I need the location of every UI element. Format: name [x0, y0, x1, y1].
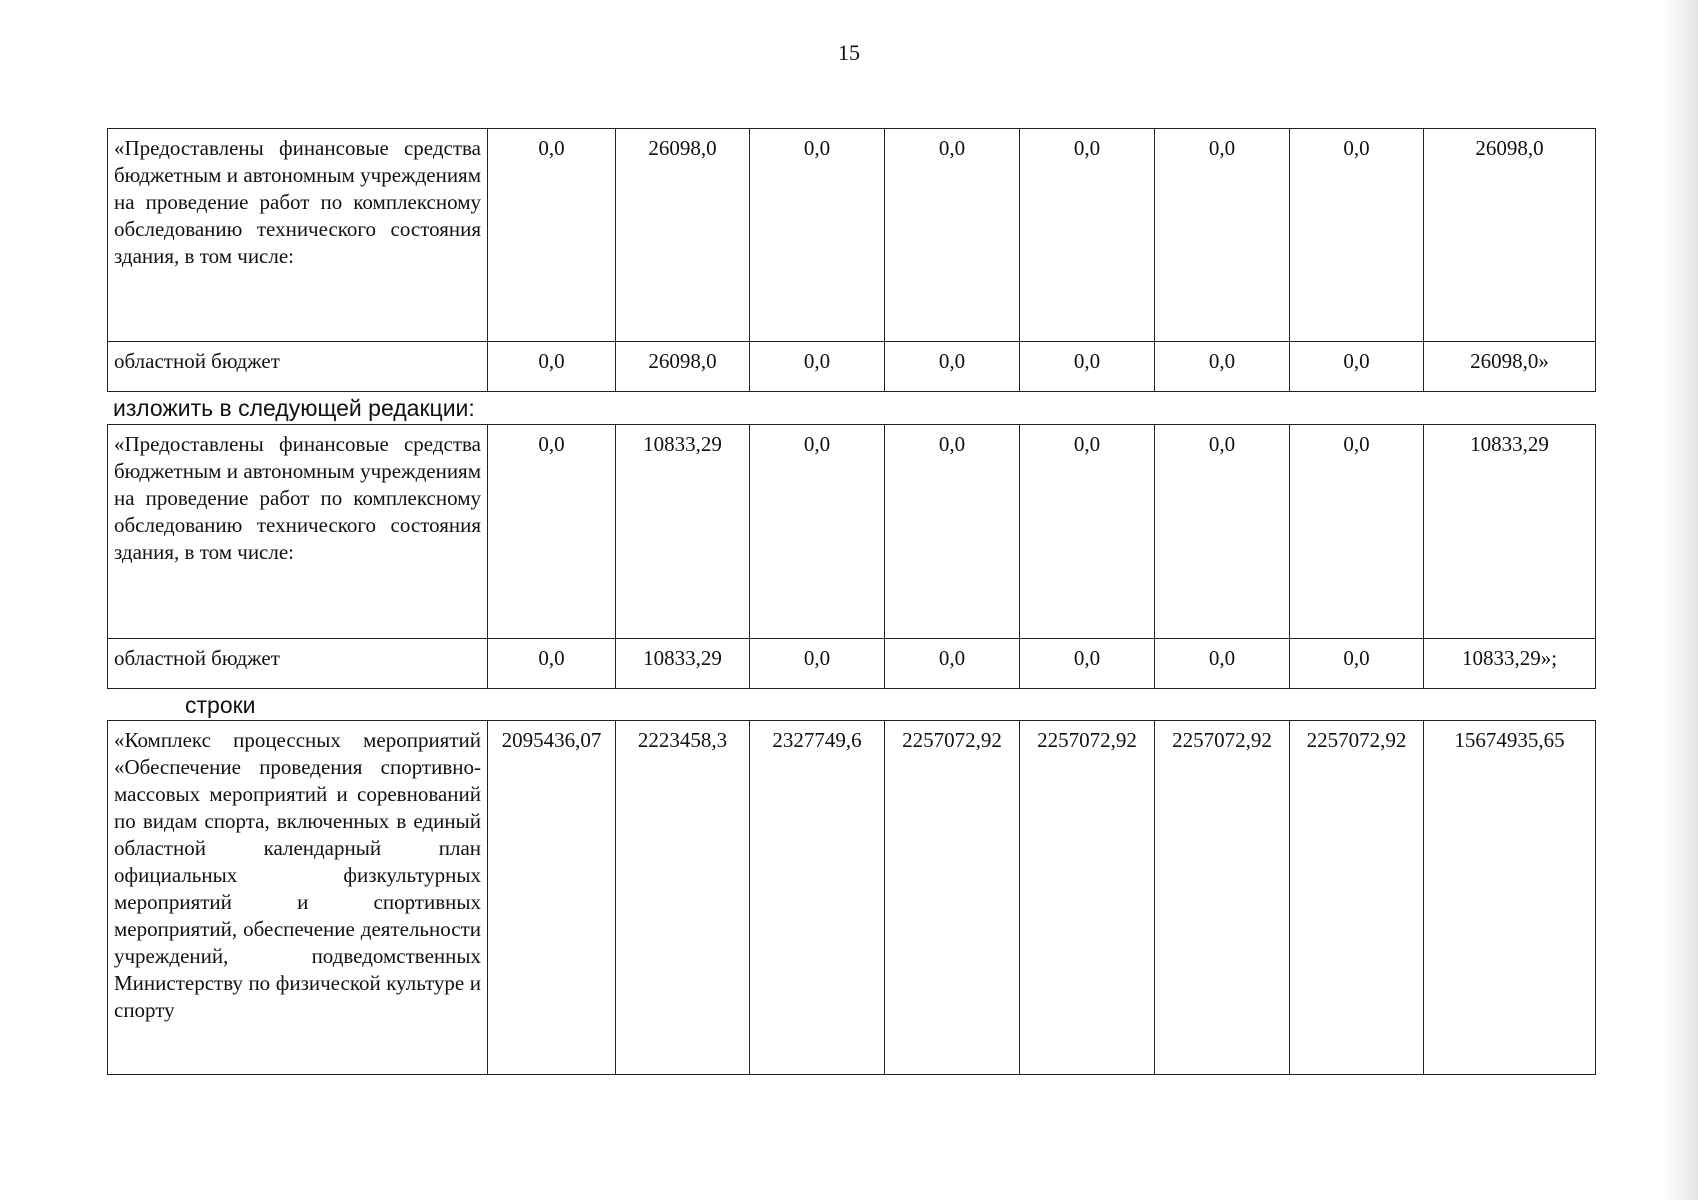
cell-value: 0,0 — [750, 425, 885, 639]
instruction-text: изложить в следующей редакции: — [113, 395, 475, 421]
cell-value: 2327749,6 — [750, 721, 885, 1075]
row-label: «Предоставлены финансовые средства бюджетным и автономным учреждениям на проведение работ по комплексному обследованию технического состояния здания, в том числе: — [108, 129, 488, 342]
cell-value: 0,0 — [1290, 129, 1424, 342]
cell-value: 0,0 — [488, 425, 616, 639]
cell-value: 0,0 — [1290, 342, 1424, 392]
instruction-text: строки — [185, 692, 256, 718]
cell-value: 10833,29 — [616, 639, 750, 689]
table-row — [108, 721, 1596, 1075]
cell-value: 2257072,92 — [1155, 721, 1290, 1075]
cell-value: 26098,0 — [616, 129, 750, 342]
table-row — [108, 342, 1596, 392]
table-row — [108, 639, 1596, 689]
scan-edge-shadow — [1662, 0, 1698, 1200]
cell-total: 26098,0» — [1424, 342, 1596, 392]
cell-value: 0,0 — [1020, 425, 1155, 639]
cell-value: 0,0 — [750, 342, 885, 392]
cell-value: 0,0 — [750, 129, 885, 342]
cell-value: 2095436,07 — [488, 721, 616, 1075]
cell-value: 0,0 — [750, 639, 885, 689]
cell-value: 0,0 — [488, 639, 616, 689]
table-row — [108, 129, 1596, 342]
cell-value: 0,0 — [885, 129, 1020, 342]
cell-value: 0,0 — [488, 342, 616, 392]
row-label: областной бюджет — [108, 342, 488, 392]
cell-value: 0,0 — [885, 639, 1020, 689]
cell-value: 10833,29 — [616, 425, 750, 639]
cell-value: 2223458,3 — [616, 721, 750, 1075]
cell-value: 0,0 — [488, 129, 616, 342]
cell-value: 0,0 — [1020, 639, 1155, 689]
row-label: «Предоставлены финансовые средства бюджетным и автономным учреждениям на проведение работ по комплексному обследованию технического состояния здания, в том числе: — [108, 425, 488, 639]
cell-value: 2257072,92 — [885, 721, 1020, 1075]
cell-value: 0,0 — [1155, 129, 1290, 342]
cell-value: 26098,0 — [616, 342, 750, 392]
cell-value: 0,0 — [1290, 639, 1424, 689]
table-new-rows — [107, 424, 1596, 689]
cell-total: 10833,29 — [1424, 425, 1596, 639]
page-number: 15 — [838, 40, 860, 65]
table-original-rows — [107, 128, 1596, 392]
cell-total: 15674935,65 — [1424, 721, 1596, 1075]
cell-value: 0,0 — [1020, 129, 1155, 342]
cell-value: 2257072,92 — [1020, 721, 1155, 1075]
row-label: «Комплекс процессных мероприятий «Обеспечение проведения спортивно-массовых мероприятий и соревнований по видам спорта, включенных в единый областной календарный план официальных физкультурных мероприятий и спортивных мероприятий, обеспечение деятельности учреждений, подведомственных Министерству по физической культуре и спорту — [108, 721, 488, 1075]
row-label: областной бюджет — [108, 639, 488, 689]
cell-value: 0,0 — [1290, 425, 1424, 639]
cell-total: 10833,29»; — [1424, 639, 1596, 689]
cell-value: 2257072,92 — [1290, 721, 1424, 1075]
cell-value: 0,0 — [1155, 425, 1290, 639]
cell-value: 0,0 — [1155, 639, 1290, 689]
cell-value: 0,0 — [885, 342, 1020, 392]
cell-total: 26098,0 — [1424, 129, 1596, 342]
table-complex-rows — [107, 720, 1596, 1075]
cell-value: 0,0 — [885, 425, 1020, 639]
table-row — [108, 425, 1596, 639]
cell-value: 0,0 — [1155, 342, 1290, 392]
cell-value: 0,0 — [1020, 342, 1155, 392]
